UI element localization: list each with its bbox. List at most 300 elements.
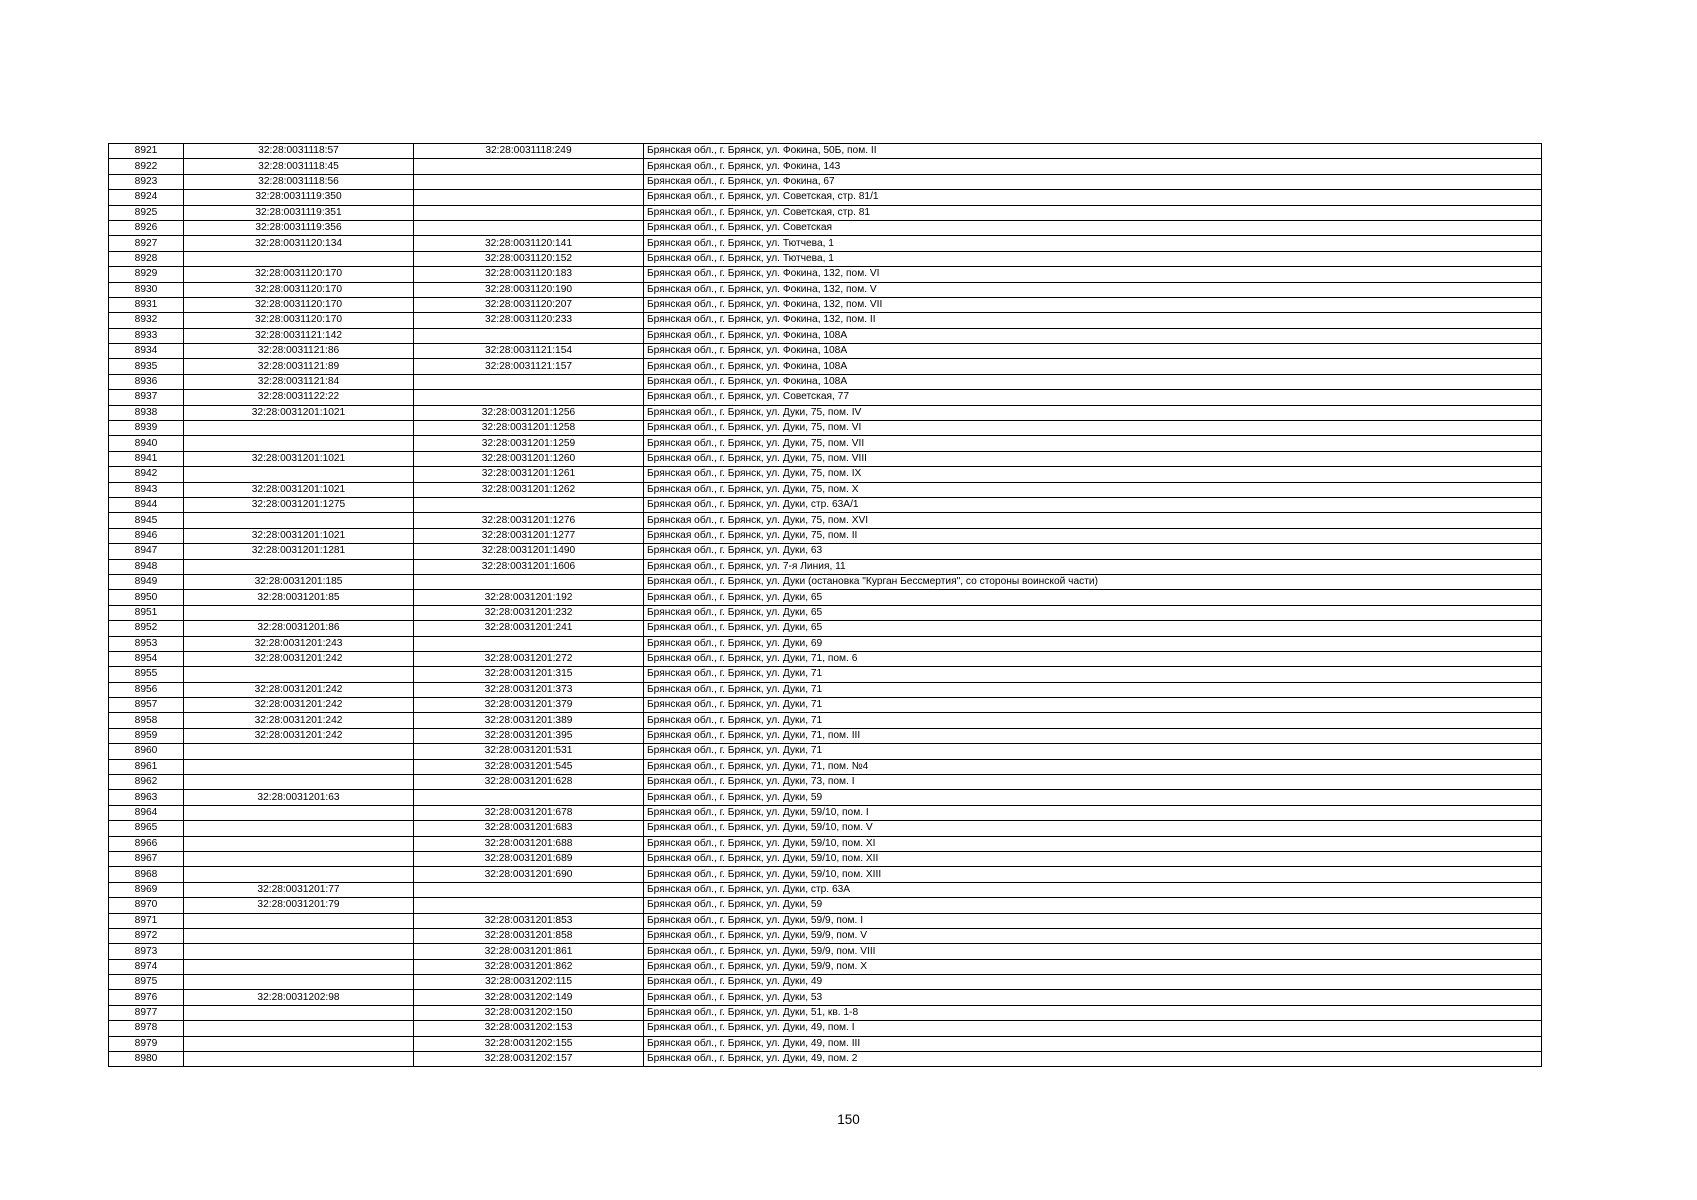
object-cadastral-number-cell: 32:28:0031201:1261 (414, 467, 644, 482)
address-cell: Брянская обл., г. Брянск, ул. Дуки, 73, пом. I (644, 775, 1542, 790)
row-number-cell: 8979 (109, 1036, 184, 1051)
table-row (109, 975, 1542, 990)
land-cadastral-number-cell: 32:28:0031201:185 (184, 574, 414, 589)
table-row (109, 421, 1542, 436)
object-cadastral-number-cell: 32:28:0031201:545 (414, 759, 644, 774)
object-cadastral-number-cell: 32:28:0031201:272 (414, 651, 644, 666)
address-cell: Брянская обл., г. Брянск, ул. Дуки, 59 (644, 790, 1542, 805)
address-cell: Брянская обл., г. Брянск, ул. Дуки, 59/10, пом. XI (644, 836, 1542, 851)
table-row (109, 836, 1542, 851)
address-cell: Брянская обл., г. Брянск, ул. Советская, 77 (644, 390, 1542, 405)
row-number-cell: 8975 (109, 975, 184, 990)
address-cell: Брянская обл., г. Брянск, ул. Дуки, 59/10, пом. I (644, 805, 1542, 820)
row-number-cell: 8980 (109, 1052, 184, 1067)
row-number-cell: 8950 (109, 590, 184, 605)
table-row (109, 959, 1542, 974)
land-cadastral-number-cell: 32:28:0031119:356 (184, 220, 414, 235)
land-cadastral-number-cell: 32:28:0031120:134 (184, 236, 414, 251)
address-cell: Брянская обл., г. Брянск, ул. Дуки, 71 (644, 744, 1542, 759)
address-cell: Брянская обл., г. Брянск, ул. Дуки, 59/10, пом. XII (644, 851, 1542, 866)
address-cell: Брянская обл., г. Брянск, ул. Дуки, 71, пом. 6 (644, 651, 1542, 666)
table-row (109, 144, 1542, 159)
table-row (109, 713, 1542, 728)
table-row (109, 805, 1542, 820)
object-cadastral-number-cell: 32:28:0031201:861 (414, 944, 644, 959)
table-row (109, 759, 1542, 774)
row-number-cell: 8966 (109, 836, 184, 851)
row-number-cell: 8967 (109, 851, 184, 866)
land-cadastral-number-cell: 32:28:0031201:63 (184, 790, 414, 805)
table-row (109, 636, 1542, 651)
address-cell: Брянская обл., г. Брянск, ул. Дуки, 75, пом. X (644, 482, 1542, 497)
land-cadastral-number-cell (184, 944, 414, 959)
land-cadastral-number-cell: 32:28:0031118:56 (184, 174, 414, 189)
row-number-cell: 8951 (109, 605, 184, 620)
table-row (109, 328, 1542, 343)
address-cell: Брянская обл., г. Брянск, ул. Фокина, 132, пом. VII (644, 297, 1542, 312)
address-cell: Брянская обл., г. Брянск, ул. Тютчева, 1 (644, 236, 1542, 251)
table-row (109, 436, 1542, 451)
table-row (109, 267, 1542, 282)
row-number-cell: 8974 (109, 959, 184, 974)
land-cadastral-number-cell: 32:28:0031119:351 (184, 205, 414, 220)
table-row (109, 236, 1542, 251)
row-number-cell: 8972 (109, 928, 184, 943)
table-row (109, 651, 1542, 666)
address-cell: Брянская обл., г. Брянск, ул. Дуки, 59 (644, 898, 1542, 913)
address-cell: Брянская обл., г. Брянск, ул. Дуки, 71, пом. №4 (644, 759, 1542, 774)
address-cell: Брянская обл., г. Брянск, ул. Фокина, 143 (644, 159, 1542, 174)
address-cell: Брянская обл., г. Брянск, ул. Дуки, 75, пом. XVI (644, 513, 1542, 528)
table-row (109, 359, 1542, 374)
object-cadastral-number-cell: 32:28:0031201:1490 (414, 544, 644, 559)
table-row (109, 682, 1542, 697)
row-number-cell: 8945 (109, 513, 184, 528)
land-cadastral-number-cell (184, 667, 414, 682)
land-cadastral-number-cell: 32:28:0031120:170 (184, 267, 414, 282)
land-cadastral-number-cell: 32:28:0031118:57 (184, 144, 414, 159)
table-row (109, 1021, 1542, 1036)
table-row (109, 544, 1542, 559)
row-number-cell: 8946 (109, 528, 184, 543)
object-cadastral-number-cell: 32:28:0031201:1277 (414, 528, 644, 543)
table-row (109, 282, 1542, 297)
row-number-cell: 8959 (109, 728, 184, 743)
object-cadastral-number-cell: 32:28:0031201:395 (414, 728, 644, 743)
table-row (109, 821, 1542, 836)
object-cadastral-number-cell (414, 190, 644, 205)
row-number-cell: 8924 (109, 190, 184, 205)
address-cell: Брянская обл., г. Брянск, ул. Фокина, 50Б, пом. II (644, 144, 1542, 159)
table-row (109, 482, 1542, 497)
land-cadastral-number-cell: 32:28:0031201:242 (184, 682, 414, 697)
land-cadastral-number-cell: 32:28:0031118:45 (184, 159, 414, 174)
land-cadastral-number-cell (184, 1005, 414, 1020)
object-cadastral-number-cell: 32:28:0031201:1256 (414, 405, 644, 420)
row-number-cell: 8941 (109, 451, 184, 466)
row-number-cell: 8958 (109, 713, 184, 728)
row-number-cell: 8976 (109, 990, 184, 1005)
table-row (109, 867, 1542, 882)
table-row (109, 698, 1542, 713)
address-cell: Брянская обл., г. Брянск, ул. Фокина, 108А (644, 328, 1542, 343)
table-row (109, 590, 1542, 605)
object-cadastral-number-cell: 32:28:0031201:1606 (414, 559, 644, 574)
object-cadastral-number-cell: 32:28:0031201:531 (414, 744, 644, 759)
object-cadastral-number-cell (414, 328, 644, 343)
land-cadastral-number-cell (184, 605, 414, 620)
address-cell: Брянская обл., г. Брянск, ул. Дуки, 75, пом. IV (644, 405, 1542, 420)
object-cadastral-number-cell: 32:28:0031201:241 (414, 621, 644, 636)
address-cell: Брянская обл., г. Брянск, ул. Дуки, 71 (644, 713, 1542, 728)
registry-table-body (109, 144, 1542, 1067)
table-row (109, 913, 1542, 928)
row-number-cell: 8957 (109, 698, 184, 713)
land-cadastral-number-cell (184, 775, 414, 790)
land-cadastral-number-cell: 32:28:0031121:142 (184, 328, 414, 343)
object-cadastral-number-cell: 32:28:0031201:232 (414, 605, 644, 620)
address-cell: Брянская обл., г. Брянск, ул. Дуки, 69 (644, 636, 1542, 651)
table-row (109, 574, 1542, 589)
object-cadastral-number-cell: 32:28:0031120:152 (414, 251, 644, 266)
land-cadastral-number-cell: 32:28:0031121:89 (184, 359, 414, 374)
row-number-cell: 8930 (109, 282, 184, 297)
row-number-cell: 8933 (109, 328, 184, 343)
row-number-cell: 8947 (109, 544, 184, 559)
table-row (109, 513, 1542, 528)
table-row (109, 467, 1542, 482)
address-cell: Брянская обл., г. Брянск, ул. Дуки, 65 (644, 605, 1542, 620)
table-row (109, 728, 1542, 743)
object-cadastral-number-cell: 32:28:0031202:150 (414, 1005, 644, 1020)
row-number-cell: 8963 (109, 790, 184, 805)
object-cadastral-number-cell: 32:28:0031202:157 (414, 1052, 644, 1067)
row-number-cell: 8936 (109, 374, 184, 389)
address-cell: Брянская обл., г. Брянск, ул. Дуки, стр. 63А/1 (644, 497, 1542, 512)
address-cell: Брянская обл., г. Брянск, ул. Дуки, 75, пом. II (644, 528, 1542, 543)
address-cell: Брянская обл., г. Брянск, ул. Советская, стр. 81 (644, 205, 1542, 220)
row-number-cell: 8968 (109, 867, 184, 882)
land-cadastral-number-cell (184, 559, 414, 574)
object-cadastral-number-cell (414, 882, 644, 897)
table-row (109, 851, 1542, 866)
object-cadastral-number-cell: 32:28:0031201:379 (414, 698, 644, 713)
land-cadastral-number-cell: 32:28:0031201:242 (184, 728, 414, 743)
land-cadastral-number-cell: 32:28:0031201:77 (184, 882, 414, 897)
table-row (109, 605, 1542, 620)
table-row (109, 621, 1542, 636)
row-number-cell: 8932 (109, 313, 184, 328)
address-cell: Брянская обл., г. Брянск, ул. Дуки, 49 (644, 975, 1542, 990)
address-cell: Брянская обл., г. Брянск, ул. Фокина, 132, пом. V (644, 282, 1542, 297)
land-cadastral-number-cell: 32:28:0031201:242 (184, 698, 414, 713)
row-number-cell: 8934 (109, 344, 184, 359)
land-cadastral-number-cell: 32:28:0031121:84 (184, 374, 414, 389)
row-number-cell: 8938 (109, 405, 184, 420)
table-row (109, 1036, 1542, 1051)
row-number-cell: 8931 (109, 297, 184, 312)
address-cell: Брянская обл., г. Брянск, ул. Советская (644, 220, 1542, 235)
row-number-cell: 8954 (109, 651, 184, 666)
object-cadastral-number-cell: 32:28:0031120:207 (414, 297, 644, 312)
row-number-cell: 8955 (109, 667, 184, 682)
address-cell: Брянская обл., г. Брянск, ул. Дуки, 59/10, пом. XIII (644, 867, 1542, 882)
land-cadastral-number-cell (184, 421, 414, 436)
table-row (109, 944, 1542, 959)
table-row (109, 1052, 1542, 1067)
land-cadastral-number-cell (184, 959, 414, 974)
object-cadastral-number-cell (414, 220, 644, 235)
land-cadastral-number-cell: 32:28:0031201:242 (184, 713, 414, 728)
object-cadastral-number-cell: 32:28:0031118:249 (414, 144, 644, 159)
object-cadastral-number-cell: 32:28:0031120:233 (414, 313, 644, 328)
row-number-cell: 8943 (109, 482, 184, 497)
address-cell: Брянская обл., г. Брянск, ул. Фокина, 108А (644, 344, 1542, 359)
land-cadastral-number-cell (184, 513, 414, 528)
land-cadastral-number-cell: 32:28:0031201:242 (184, 651, 414, 666)
land-cadastral-number-cell (184, 821, 414, 836)
object-cadastral-number-cell: 32:28:0031201:858 (414, 928, 644, 943)
address-cell: Брянская обл., г. Брянск, ул. Дуки, 59/9, пом. X (644, 959, 1542, 974)
address-cell: Брянская обл., г. Брянск, ул. Фокина, 108А (644, 374, 1542, 389)
row-number-cell: 8960 (109, 744, 184, 759)
land-cadastral-number-cell (184, 467, 414, 482)
address-cell: Брянская обл., г. Брянск, ул. 7-я Линия, 11 (644, 559, 1542, 574)
land-cadastral-number-cell: 32:28:0031201:1021 (184, 451, 414, 466)
land-cadastral-number-cell: 32:28:0031201:86 (184, 621, 414, 636)
row-number-cell: 8923 (109, 174, 184, 189)
object-cadastral-number-cell: 32:28:0031201:690 (414, 867, 644, 882)
object-cadastral-number-cell: 32:28:0031202:155 (414, 1036, 644, 1051)
table-row (109, 790, 1542, 805)
address-cell: Брянская обл., г. Брянск, ул. Фокина, 108А (644, 359, 1542, 374)
land-cadastral-number-cell: 32:28:0031119:350 (184, 190, 414, 205)
object-cadastral-number-cell: 32:28:0031121:157 (414, 359, 644, 374)
land-cadastral-number-cell (184, 436, 414, 451)
object-cadastral-number-cell: 32:28:0031201:1259 (414, 436, 644, 451)
table-row (109, 251, 1542, 266)
object-cadastral-number-cell: 32:28:0031201:688 (414, 836, 644, 851)
object-cadastral-number-cell (414, 374, 644, 389)
address-cell: Брянская обл., г. Брянск, ул. Фокина, 67 (644, 174, 1542, 189)
row-number-cell: 8961 (109, 759, 184, 774)
object-cadastral-number-cell (414, 159, 644, 174)
address-cell: Брянская обл., г. Брянск, ул. Дуки, 75, пом. VI (644, 421, 1542, 436)
land-cadastral-number-cell (184, 1021, 414, 1036)
object-cadastral-number-cell: 32:28:0031120:190 (414, 282, 644, 297)
address-cell: Брянская обл., г. Брянск, ул. Фокина, 132, пом. II (644, 313, 1542, 328)
object-cadastral-number-cell: 32:28:0031201:628 (414, 775, 644, 790)
row-number-cell: 8921 (109, 144, 184, 159)
row-number-cell: 8965 (109, 821, 184, 836)
row-number-cell: 8969 (109, 882, 184, 897)
row-number-cell: 8942 (109, 467, 184, 482)
land-cadastral-number-cell: 32:28:0031201:85 (184, 590, 414, 605)
land-cadastral-number-cell: 32:28:0031201:79 (184, 898, 414, 913)
registry-table (108, 143, 1542, 1067)
land-cadastral-number-cell (184, 251, 414, 266)
row-number-cell: 8926 (109, 220, 184, 235)
page-number: 150 (837, 1112, 860, 1127)
row-number-cell: 8977 (109, 1005, 184, 1020)
land-cadastral-number-cell (184, 913, 414, 928)
object-cadastral-number-cell: 32:28:0031120:141 (414, 236, 644, 251)
address-cell: Брянская обл., г. Брянск, ул. Дуки, стр. 63А (644, 882, 1542, 897)
row-number-cell: 8925 (109, 205, 184, 220)
table-row (109, 313, 1542, 328)
address-cell: Брянская обл., г. Брянск, ул. Дуки, 63 (644, 544, 1542, 559)
table-row (109, 497, 1542, 512)
object-cadastral-number-cell (414, 497, 644, 512)
object-cadastral-number-cell: 32:28:0031121:154 (414, 344, 644, 359)
address-cell: Брянская обл., г. Брянск, ул. Дуки, 75, пом. VIII (644, 451, 1542, 466)
land-cadastral-number-cell (184, 744, 414, 759)
row-number-cell: 8940 (109, 436, 184, 451)
object-cadastral-number-cell: 32:28:0031201:689 (414, 851, 644, 866)
table-row (109, 528, 1542, 543)
object-cadastral-number-cell: 32:28:0031201:1258 (414, 421, 644, 436)
table-row (109, 667, 1542, 682)
table-row (109, 775, 1542, 790)
table-row (109, 220, 1542, 235)
row-number-cell: 8944 (109, 497, 184, 512)
table-row (109, 1005, 1542, 1020)
object-cadastral-number-cell: 32:28:0031201:315 (414, 667, 644, 682)
address-cell: Брянская обл., г. Брянск, ул. Дуки, 71, пом. III (644, 728, 1542, 743)
address-cell: Брянская обл., г. Брянск, ул. Дуки, 59/9, пом. V (644, 928, 1542, 943)
table-row (109, 374, 1542, 389)
object-cadastral-number-cell (414, 790, 644, 805)
object-cadastral-number-cell: 32:28:0031201:678 (414, 805, 644, 820)
row-number-cell: 8928 (109, 251, 184, 266)
object-cadastral-number-cell: 32:28:0031201:862 (414, 959, 644, 974)
address-cell: Брянская обл., г. Брянск, ул. Дуки (остановка "Курган Бессмертия", со стороны воинской части) (644, 574, 1542, 589)
address-cell: Брянская обл., г. Брянск, ул. Дуки, 49, пом. 2 (644, 1052, 1542, 1067)
object-cadastral-number-cell (414, 574, 644, 589)
address-cell: Брянская обл., г. Брянск, ул. Дуки, 65 (644, 590, 1542, 605)
address-cell: Брянская обл., г. Брянск, ул. Дуки, 49, пом. III (644, 1036, 1542, 1051)
table-row (109, 405, 1542, 420)
row-number-cell: 8971 (109, 913, 184, 928)
land-cadastral-number-cell: 32:28:0031121:86 (184, 344, 414, 359)
document-page (108, 143, 1541, 1067)
land-cadastral-number-cell: 32:28:0031201:243 (184, 636, 414, 651)
row-number-cell: 8970 (109, 898, 184, 913)
object-cadastral-number-cell: 32:28:0031201:853 (414, 913, 644, 928)
land-cadastral-number-cell: 32:28:0031201:1021 (184, 528, 414, 543)
row-number-cell: 8949 (109, 574, 184, 589)
object-cadastral-number-cell: 32:28:0031201:192 (414, 590, 644, 605)
land-cadastral-number-cell (184, 759, 414, 774)
land-cadastral-number-cell: 32:28:0031201:1021 (184, 405, 414, 420)
table-row (109, 159, 1542, 174)
land-cadastral-number-cell (184, 1036, 414, 1051)
address-cell: Брянская обл., г. Брянск, ул. Дуки, 75, пом. VII (644, 436, 1542, 451)
address-cell: Брянская обл., г. Брянск, ул. Дуки, 51, кв. 1-8 (644, 1005, 1542, 1020)
row-number-cell: 8964 (109, 805, 184, 820)
land-cadastral-number-cell: 32:28:0031201:1275 (184, 497, 414, 512)
row-number-cell: 8922 (109, 159, 184, 174)
object-cadastral-number-cell (414, 898, 644, 913)
object-cadastral-number-cell: 32:28:0031201:389 (414, 713, 644, 728)
object-cadastral-number-cell: 32:28:0031201:683 (414, 821, 644, 836)
object-cadastral-number-cell: 32:28:0031201:373 (414, 682, 644, 697)
land-cadastral-number-cell: 32:28:0031120:170 (184, 282, 414, 297)
table-row (109, 190, 1542, 205)
land-cadastral-number-cell (184, 851, 414, 866)
address-cell: Брянская обл., г. Брянск, ул. Дуки, 71 (644, 682, 1542, 697)
row-number-cell: 8935 (109, 359, 184, 374)
land-cadastral-number-cell (184, 928, 414, 943)
object-cadastral-number-cell: 32:28:0031202:149 (414, 990, 644, 1005)
row-number-cell: 8937 (109, 390, 184, 405)
table-row (109, 174, 1542, 189)
row-number-cell: 8962 (109, 775, 184, 790)
address-cell: Брянская обл., г. Брянск, ул. Дуки, 71 (644, 698, 1542, 713)
address-cell: Брянская обл., г. Брянск, ул. Советская, стр. 81/1 (644, 190, 1542, 205)
row-number-cell: 8973 (109, 944, 184, 959)
land-cadastral-number-cell: 32:28:0031120:170 (184, 297, 414, 312)
object-cadastral-number-cell: 32:28:0031201:1262 (414, 482, 644, 497)
table-row (109, 928, 1542, 943)
row-number-cell: 8953 (109, 636, 184, 651)
table-row (109, 882, 1542, 897)
table-row (109, 898, 1542, 913)
object-cadastral-number-cell (414, 390, 644, 405)
table-row (109, 390, 1542, 405)
table-row (109, 297, 1542, 312)
land-cadastral-number-cell (184, 1052, 414, 1067)
object-cadastral-number-cell (414, 636, 644, 651)
table-row (109, 344, 1542, 359)
land-cadastral-number-cell (184, 867, 414, 882)
row-number-cell: 8929 (109, 267, 184, 282)
object-cadastral-number-cell (414, 205, 644, 220)
row-number-cell: 8927 (109, 236, 184, 251)
address-cell: Брянская обл., г. Брянск, ул. Дуки, 53 (644, 990, 1542, 1005)
land-cadastral-number-cell: 32:28:0031122:22 (184, 390, 414, 405)
land-cadastral-number-cell: 32:28:0031201:1021 (184, 482, 414, 497)
object-cadastral-number-cell: 32:28:0031201:1276 (414, 513, 644, 528)
address-cell: Брянская обл., г. Брянск, ул. Дуки, 59/9, пом. VIII (644, 944, 1542, 959)
address-cell: Брянская обл., г. Брянск, ул. Тютчева, 1 (644, 251, 1542, 266)
address-cell: Брянская обл., г. Брянск, ул. Дуки, 59/10, пом. V (644, 821, 1542, 836)
land-cadastral-number-cell: 32:28:0031202:98 (184, 990, 414, 1005)
land-cadastral-number-cell: 32:28:0031120:170 (184, 313, 414, 328)
land-cadastral-number-cell (184, 836, 414, 851)
row-number-cell: 8952 (109, 621, 184, 636)
object-cadastral-number-cell: 32:28:0031201:1260 (414, 451, 644, 466)
table-row (109, 559, 1542, 574)
object-cadastral-number-cell: 32:28:0031202:115 (414, 975, 644, 990)
row-number-cell: 8948 (109, 559, 184, 574)
address-cell: Брянская обл., г. Брянск, ул. Дуки, 75, пом. IX (644, 467, 1542, 482)
table-row (109, 744, 1542, 759)
object-cadastral-number-cell: 32:28:0031120:183 (414, 267, 644, 282)
table-row (109, 451, 1542, 466)
address-cell: Брянская обл., г. Брянск, ул. Фокина, 132, пом. VI (644, 267, 1542, 282)
address-cell: Брянская обл., г. Брянск, ул. Дуки, 65 (644, 621, 1542, 636)
land-cadastral-number-cell (184, 975, 414, 990)
land-cadastral-number-cell (184, 805, 414, 820)
object-cadastral-number-cell (414, 174, 644, 189)
row-number-cell: 8956 (109, 682, 184, 697)
table-row (109, 205, 1542, 220)
land-cadastral-number-cell: 32:28:0031201:1281 (184, 544, 414, 559)
row-number-cell: 8978 (109, 1021, 184, 1036)
address-cell: Брянская обл., г. Брянск, ул. Дуки, 71 (644, 667, 1542, 682)
table-row (109, 990, 1542, 1005)
